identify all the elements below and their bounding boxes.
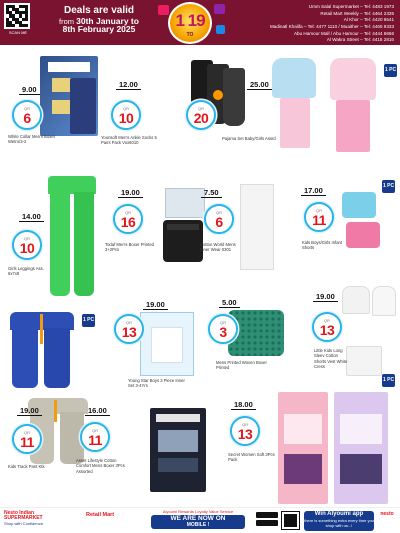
rewards-text: Alyoumi Rewards Loyalty Value Service: [162, 509, 234, 514]
price-original: 19.00: [20, 406, 39, 415]
price-circle: [204, 204, 234, 234]
product-image-vest: [372, 286, 396, 316]
product-desc: White Collar Men's Boxer Wetro/3-2: [8, 134, 56, 145]
banner-line-b: MOBILE !: [186, 521, 210, 528]
price-circle: [12, 100, 42, 130]
price-offer: 10: [19, 240, 35, 256]
price-currency: QR: [198, 106, 204, 111]
branch-line: Al Khor – Tel: 4420 6541: [343, 17, 394, 23]
product-desc: Girls Leggings Ass. 6x7x8: [8, 266, 44, 277]
price-original: 16.00: [88, 406, 107, 415]
price-offer: 11: [312, 212, 326, 228]
range-badge: [168, 2, 212, 44]
product-desc: Kids Boys/Girls Infant Shorts: [302, 240, 343, 251]
price-offer: 20: [193, 110, 209, 126]
product-cell-p4[interactable]: [0, 170, 133, 290]
product-desc: Little Kids Long Sleev Cotton Shorts Vest White Cress: [314, 348, 348, 369]
banner-line-a: WE ARE NOW ON: [170, 515, 226, 522]
brand-a-tagline: Shop with Confidence: [4, 520, 43, 526]
product-cell-p7[interactable]: [286, 178, 400, 290]
product-desc: Cotton World Mens Inner Wear 0301: [200, 242, 236, 253]
range-badge-sub: TO: [186, 32, 194, 38]
product-image-shorts: [342, 192, 376, 218]
price-original: 19.00: [316, 292, 335, 301]
deals-from-date: 30th January to: [76, 15, 139, 26]
product-image-sock: [223, 68, 245, 126]
app-store-badge[interactable]: [256, 520, 278, 526]
price-original: 12.00: [119, 80, 138, 89]
product-image-trackpant-leg: [12, 328, 38, 388]
price-original: 5.00: [222, 298, 237, 307]
branch-list: [224, 4, 394, 44]
product-image-innerwear: [240, 184, 274, 270]
product-desc: Young Star Boys 3 Piece Inner Set 3-4Yrs: [128, 378, 185, 389]
product-image-pajama-top: [272, 58, 316, 98]
price-currency: QR: [220, 320, 226, 325]
product-image-leggings: [48, 176, 96, 296]
product-image-boxer: [163, 220, 203, 262]
price-circle: [230, 416, 260, 446]
nesto-small-logo: nesto: [380, 511, 394, 517]
product-desc: Secret Women Soft 3Pcs Pack: [228, 452, 275, 463]
mobile-banner: [148, 509, 248, 529]
price-offer: 13: [237, 426, 253, 442]
product-image-vest: [342, 286, 370, 314]
price-circle: [304, 202, 334, 232]
price-circle: [186, 100, 216, 130]
price-circle: [114, 314, 144, 344]
validity-text: [44, 6, 154, 34]
branch-line: Umm Salal Supermarket – Tel: 4483 1973: [308, 4, 394, 9]
product-image-boxer: [70, 78, 96, 134]
price-currency: QR: [125, 210, 131, 215]
gift-icon: [158, 5, 169, 15]
qr-caption: SCAN ME: [8, 30, 28, 35]
product-image-pajama-top: [330, 58, 376, 100]
deals-to-date: 8th February 2025: [62, 24, 136, 35]
product-image-box: [165, 188, 205, 218]
pc-badge: 1 PC: [382, 180, 395, 193]
price-circle: [80, 422, 110, 452]
product-image-trackpant-leg: [44, 328, 70, 388]
price-currency: QR: [92, 428, 98, 433]
price-original: 9.00: [22, 85, 37, 94]
price-offer: 11: [88, 432, 102, 448]
mobile-callout: [151, 515, 245, 529]
brand-a-name: Nesto Indian: [4, 510, 35, 516]
price-circle: [111, 100, 141, 130]
price-original: 17.00: [304, 186, 323, 195]
price-currency: QR: [126, 320, 132, 325]
price-original: 19.00: [146, 300, 165, 309]
app-promo[interactable]: [304, 511, 374, 531]
price-offer: 11: [20, 434, 34, 450]
footer-bar: [0, 507, 400, 533]
price-currency: QR: [324, 318, 330, 323]
price-currency: QR: [123, 106, 129, 111]
product-cell-p13[interactable]: [76, 400, 220, 506]
pc-badge: 1 PC: [384, 64, 397, 77]
price-circle: [12, 230, 42, 260]
google-play-badge[interactable]: [256, 512, 278, 518]
price-circle: [208, 314, 238, 344]
price-offer: 13: [121, 324, 137, 340]
header-banner: [0, 0, 400, 45]
product-image-pajama-bottom: [280, 98, 310, 148]
drawstring: [40, 314, 43, 344]
product-desc: Kids Track Pant Ktk: [8, 464, 45, 469]
range-badge-number: 1 19: [175, 11, 205, 30]
app-store-badges[interactable]: [256, 512, 278, 527]
price-currency: QR: [242, 422, 248, 427]
price-original: 14.00: [22, 212, 41, 221]
product-desc: Todaf Men's Boxer Printed 3+2Pcs: [105, 242, 154, 253]
product-image-pack: [334, 392, 388, 504]
price-currency: QR: [24, 430, 30, 435]
price-currency: QR: [216, 210, 222, 215]
branch-line: Al Wakra Street – Tel: 4415 2816: [326, 37, 394, 43]
price-original: 7.50: [204, 188, 219, 197]
branch-line: Abu Hamour Mall / Abu Hamour – Tel: 4444 6666: [293, 30, 394, 36]
price-offer: 3: [219, 324, 227, 340]
price-currency: QR: [24, 106, 30, 111]
product-desc: Pajama Set Baby/Girls Assrd: [222, 136, 276, 141]
product-cell-p14[interactable]: [222, 372, 400, 506]
price-original: 19.00: [121, 188, 140, 197]
price-circle: [12, 424, 42, 454]
product-image-shorts: [346, 222, 380, 248]
product-cell-p6[interactable]: [200, 180, 274, 292]
product-image-pack: [140, 312, 194, 376]
app-promo-title: Win Alyoumi app: [314, 511, 364, 517]
product-cell-p9[interactable]: [100, 298, 200, 398]
brand-a-sub: SUPERMARKET: [4, 515, 43, 522]
price-offer: 10: [118, 110, 134, 126]
product-desc: Mens Printed Woven Boxer Printed: [216, 360, 267, 371]
product-image-pack: [278, 392, 328, 504]
retail-mart-logo: Retail Mart: [86, 512, 115, 518]
product-desc: Asset Lifestyle Cotton Comfort Mens Boxer 3Pcs Assorted: [76, 458, 125, 474]
app-promo-sub: there is something extra every time you shop with us...!: [304, 517, 374, 528]
price-offer: 16: [120, 214, 136, 230]
product-desc: Younsoft Men's Ankle Socks 5 Pairs Pack Vox6010: [101, 135, 157, 146]
deals-from: from: [59, 16, 75, 26]
branch-line: Retail Mart Weekly – Tel: 4464 2335: [320, 10, 394, 16]
qr-code[interactable]: [4, 3, 30, 29]
pc-badge: 1 PC: [382, 374, 395, 387]
price-currency: QR: [24, 236, 30, 241]
footer-qr-code[interactable]: [282, 512, 299, 529]
product-cell-p3[interactable]: [250, 48, 400, 160]
nesto-logo: [4, 511, 66, 531]
price-original: 25.00: [250, 80, 269, 89]
drawstring: [54, 400, 57, 422]
price-offer: 6: [23, 110, 31, 126]
pc-badge: 1 PC: [82, 314, 95, 327]
price-currency: QR: [316, 208, 322, 213]
product-image-asset-box: [150, 408, 206, 492]
price-original: 18.00: [234, 400, 253, 409]
branch-line: Madinatl Khalifa – Tel: 4477 1110 / Muaither – Tel: 4465 9333: [269, 23, 394, 29]
price-circle: [312, 312, 342, 342]
product-image-pajama-bottom: [336, 100, 370, 152]
product-cell-p5[interactable]: [105, 180, 208, 292]
price-circle: [113, 204, 143, 234]
price-offer: 13: [319, 322, 335, 338]
price-offer: 6: [215, 214, 223, 230]
deals-line1: Deals are valid: [63, 5, 135, 16]
